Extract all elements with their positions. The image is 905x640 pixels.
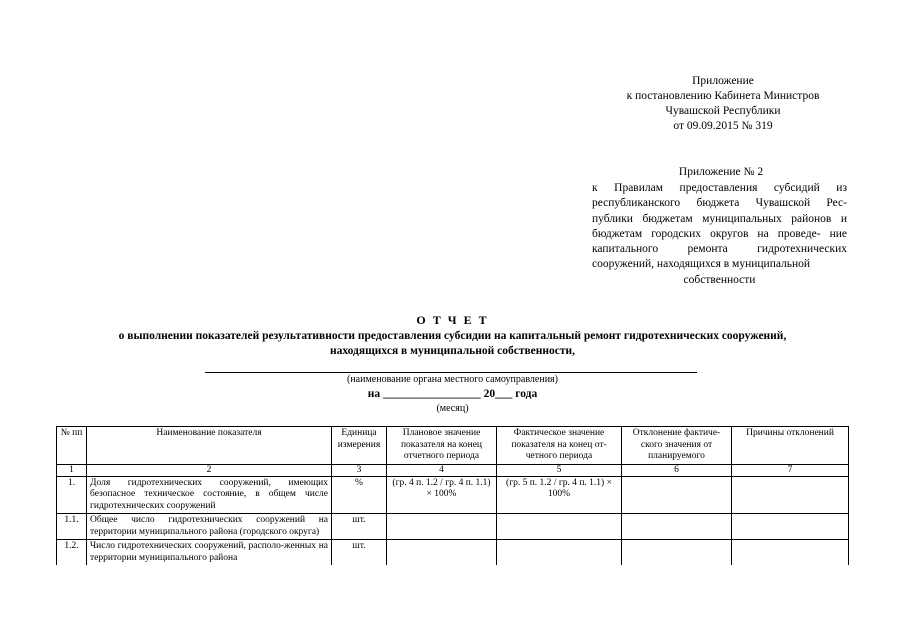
row-num: 1. [57, 476, 87, 514]
appendix2-last-line: собственности [683, 273, 756, 286]
row-plan [387, 540, 497, 566]
appendix2-title: Приложение № 2 [678, 166, 764, 178]
report-title: О Т Ч Е Т [416, 313, 489, 327]
appendix2-line: сооружений, находящихся в муниципальной [592, 258, 811, 271]
report-subtitle-line1: о выполнении показателей результативности предоставления субсидии на капитальный ремонт гидротехнических сооружений, [118, 330, 787, 342]
appendix2-line: к Правилам предоставления субсидий из [592, 182, 847, 194]
header-cell-unit: Единица измерения [332, 427, 387, 465]
header-cell-reasons: Причины отклонений [732, 427, 849, 465]
report-date-line: на _________________ 20___ года [367, 388, 538, 400]
table-header-row [57, 427, 849, 465]
column-number-row [57, 464, 849, 476]
appendix2-line: публики бюджетам муниципальных районов [592, 212, 832, 225]
row-plan: (гр. 4 п. 1.2 / гр. 4 п. 1.1) × 100% [387, 476, 497, 514]
column-number: 7 [732, 464, 849, 476]
row-deviation [622, 476, 732, 514]
row-fact: (гр. 5 п. 1.2 / гр. 4 п. 1.1) × 100% [497, 476, 622, 514]
row-num: 1.1. [57, 514, 87, 540]
column-number: 2 [87, 464, 332, 476]
org-name-fill-line [205, 372, 697, 373]
appendix-header [588, 74, 858, 134]
row-unit: шт. [332, 514, 387, 540]
header-cell-num: № пп [57, 427, 87, 465]
row-unit: шт. [332, 540, 387, 566]
row-name: Общее число гидротехнических сооружений на территории муниципального района (городского округа) [87, 514, 332, 540]
header-cell-plan: Плановое значение показателя на конец отчетного периода [387, 427, 497, 465]
appendix-line: от 09.09.2015 № 319 [673, 120, 773, 132]
row-reasons [732, 476, 849, 514]
table-row [57, 514, 849, 540]
header-cell-name: Наименование показателя [87, 427, 332, 465]
appendix2-body [592, 181, 847, 288]
header-cell-fact: Фактическое значение показателя на конец от-четного периода [497, 427, 622, 465]
row-name: Число гидротехнических сооружений, располо-женных на территории муниципального района [87, 540, 332, 566]
row-unit: % [332, 476, 387, 514]
row-reasons [732, 540, 849, 566]
row-reasons [732, 514, 849, 540]
row-deviation [622, 514, 732, 540]
report-subtitle-line2: находящихся в муниципальной собственности, [329, 344, 576, 357]
column-number: 1 [57, 464, 87, 476]
table-row [57, 476, 849, 514]
org-caption: (наименование органа местного самоуправления) [346, 374, 558, 385]
appendix-line: Приложение [692, 75, 754, 87]
column-number: 6 [622, 464, 732, 476]
table-row [57, 540, 849, 566]
report-table [56, 426, 849, 565]
report-subtitle [40, 329, 865, 358]
appendix2-line: ние капитального ремонта гидротехнических [592, 227, 847, 256]
column-number: 4 [387, 464, 497, 476]
column-number: 5 [497, 464, 622, 476]
row-num: 1.2. [57, 540, 87, 566]
appendix2-line: и бюджетам городских округов на проведе- [592, 212, 848, 240]
appendix2-line: республиканского бюджета Чувашской Рес- [592, 197, 847, 210]
row-name: Доля гидротехнических сооружений, имеющих безопасное техническое состояние, в общем числе гидротехнических сооружений [87, 476, 332, 514]
column-number: 3 [332, 464, 387, 476]
row-fact [497, 514, 622, 540]
row-deviation [622, 540, 732, 566]
header-cell-deviation: Отклонение фактиче-ского значения от планируемого [622, 427, 732, 465]
row-fact [497, 540, 622, 566]
appendix-line: к постановлению Кабинета Министров [626, 90, 820, 102]
appendix-line: Чувашской Республики [665, 105, 781, 117]
row-plan [387, 514, 497, 540]
month-caption: (месяц) [436, 403, 469, 414]
